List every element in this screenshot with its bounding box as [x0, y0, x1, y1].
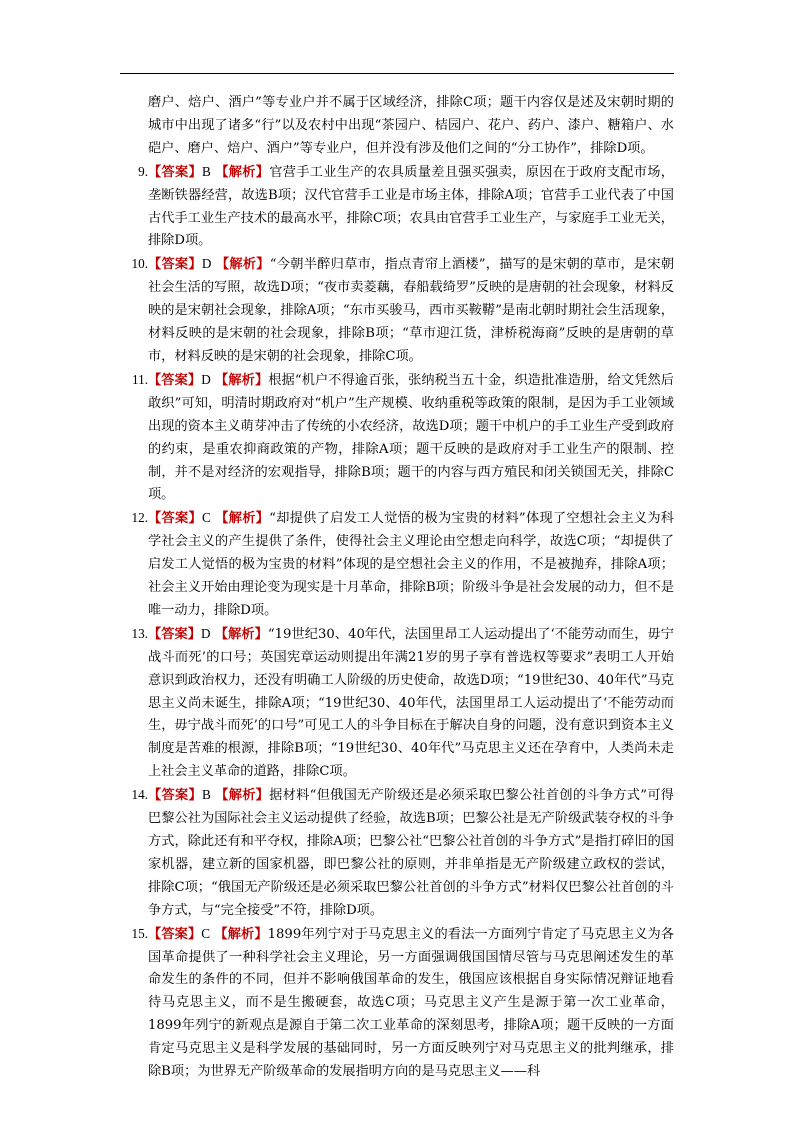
- header-rule: [120, 73, 674, 74]
- answer-item: [120, 507, 674, 623]
- analysis-label: 【解析】: [214, 626, 268, 642]
- item-number: 13.: [131, 625, 148, 641]
- analysis-text: “19世纪30、40年代，法国里昂工人运动提出了‘不能劳动而生，毋宁战斗而死’的口号；英国宪章运动则提出年满21岁的男子享有普选权等要求”表明工人开始意识到政治权力，还没有明确工人阶级的历史使命，故选D项；“19世纪30、40年代”马克思主义尚未诞生，排除A项；“19世纪30、40年代，法国里昂工人运动提出了‘不能劳动而生，毋宁战斗而死’的口号”可见工人的斗争目标在于解决自身的问题，没有意识到资本主义制度是苦难的根源，排除B项；“19世纪30、40年代”马克思主义还在孕育中，人类尚未走上社会主义革命的道路，排除C项。: [148, 626, 674, 780]
- answer-choice: B: [201, 787, 211, 803]
- answer-list: [120, 161, 674, 1084]
- answer-label: 【答案】: [148, 926, 202, 942]
- analysis-text: 据材料“但俄国无产阶级还是必须采取巴黎公社首创的斗争方式”可得巴黎公社为国际社会主义运动提供了经验，故选B项；巴黎公社是无产阶级武装夺权的斗争方式，除此还有和平夺权，排除A项；巴黎公社“巴黎公社首创的斗争方式”是指打碎旧的国家机器，建立新的国家机器，即巴黎公社的原则，并非单指是无产阶级建立政权的尝试，排除C项；“俄国无产阶级还是必须采取巴黎公社首创的斗争方式”材料仅巴黎公社首创的斗争方式，与“完全接受”不符，排除D项。: [148, 788, 674, 918]
- answer-label: 【答案】: [148, 257, 202, 273]
- answer-label: 【答案】: [148, 788, 202, 804]
- analysis-label: 【解析】: [214, 926, 268, 942]
- item-number: 10.: [131, 256, 148, 272]
- answer-choice: D: [201, 371, 211, 387]
- answer-explanations: [120, 92, 674, 1084]
- analysis-label: 【解析】: [215, 788, 270, 804]
- answer-label: 【答案】: [148, 164, 202, 180]
- analysis-label: 【解析】: [215, 372, 269, 388]
- answer-item: [120, 923, 674, 1084]
- item-number: 12.: [131, 510, 148, 526]
- answer-item: [120, 784, 674, 922]
- analysis-label: 【解析】: [215, 164, 270, 180]
- answer-choice: D: [201, 625, 211, 641]
- answer-item: [120, 253, 674, 369]
- analysis-text: “却提供了启发工人觉悟的极为宝贵的材料”体现了空想社会主义为科学社会主义的产生提供了条件，使得社会主义理论由空想走向科学，故选C项；“却提供了启发工人觉悟的极为宝贵的材料”体现的是空想社会主义的作用，不是被抛弃，排除A项；社会主义开始由理论变为现实是十月革命，排除B项；阶级斗争是社会发展的动力，但不是唯一动力，排除D项。: [148, 511, 674, 618]
- analysis-text: 官营手工业生产的农具质量差且强买强卖，原因在于政府支配市场，垄断铁器经营，故选B项；汉代官营手工业是市场主体，排除A项；官营手工业代表了中国古代手工业生产技术的最高水平，排除C项；农具由官营手工业生产，与家庭手工业无关，排除D项。: [148, 164, 674, 249]
- item-number: 15.: [131, 925, 148, 941]
- continued-paragraph: 磨户、焙户、酒户”等专业户并不属于区域经济，排除C项；题干内容仅是述及宋朝时期的城市中出现了诸多“行”以及农村中出现“茶园户、桔园户、花户、药户、漆户、糖箱户、水硙户、磨户、焙户、酒户”等专业户，但并没有涉及他们之间的“分工协作”，排除D项。: [148, 95, 674, 156]
- analysis-label: 【解析】: [215, 511, 270, 527]
- item-number: 11.: [132, 371, 148, 387]
- answer-choice: B: [202, 163, 211, 179]
- answer-label: 【答案】: [148, 511, 202, 527]
- answer-choice: D: [201, 256, 212, 272]
- answer-label: 【答案】: [148, 372, 202, 388]
- analysis-text: 根据“机户不得逾百张，张纳税当五十金，织造批准造册，给文凭然后敢织”可知，明清时期政府对“机户”生产规模、收纳重税等政策的限制，是因为手工业领域出现的资本主义萌芽冲击了传统的小农经济，故选D项；题干中机户的手工业生产受到政府的约束，是重农抑商政策的产物，排除A项；题干反映的是政府对手工业生产的限制、控制，并不是对经济的宏观指导，排除B项；题干的内容与西方殖民和闭关锁国无关，排除C项。: [148, 372, 674, 503]
- analysis-label: 【解析】: [215, 257, 270, 273]
- item-number: 9.: [138, 163, 148, 179]
- analysis-text: 1899年列宁对于马克思主义的看法一方面列宁肯定了马克思主义为各国革命提供了一种科学社会主义理论，另一方面强调俄国国情尽管与马克思阐述发生的革命发生的条件的不同，但并不影响俄国革命的发生，俄国应该根据自身实际情况辩证地看待马克思主义，而不是生搬硬套，故选C项；马克思主义产生是源于第一次工业革命，1899年列宁的新观点是源自于第二次工业革命的深刻思考，排除A项；题干反映的一方面肯定马克思主义是科学发展的基础同时，另一方面反映列宁对马克思主义的批判继承，排除B项；为世界无产阶级革命的发展指明方向的是马克思主义——科: [148, 926, 675, 1080]
- answer-label: 【答案】: [148, 626, 202, 642]
- item-number: 14.: [131, 787, 148, 803]
- answer-choice: C: [201, 925, 211, 941]
- answer-item: [120, 369, 674, 507]
- analysis-text: “今朝半醉归草市，指点青帘上酒楼”，描写的是宋朝的草市，是宋朝社会生活的写照，故选D项；“夜市卖菱藕，春船载绮罗”反映的是唐朝的社会现象，材料反映的是宋朝社会现象，排除A项；“东市买骏马，西市买鞍鞯”是南北朝时期社会生活现象，材料反映的是宋朝的社会现象，排除B项；“草市迎江货，津桥税海商”反映的是唐朝的草市，材料反映的是宋朝的社会现象，排除C项。: [148, 257, 675, 364]
- answer-item: [120, 623, 674, 784]
- answer-item: [120, 161, 674, 254]
- answer-choice: C: [201, 510, 211, 526]
